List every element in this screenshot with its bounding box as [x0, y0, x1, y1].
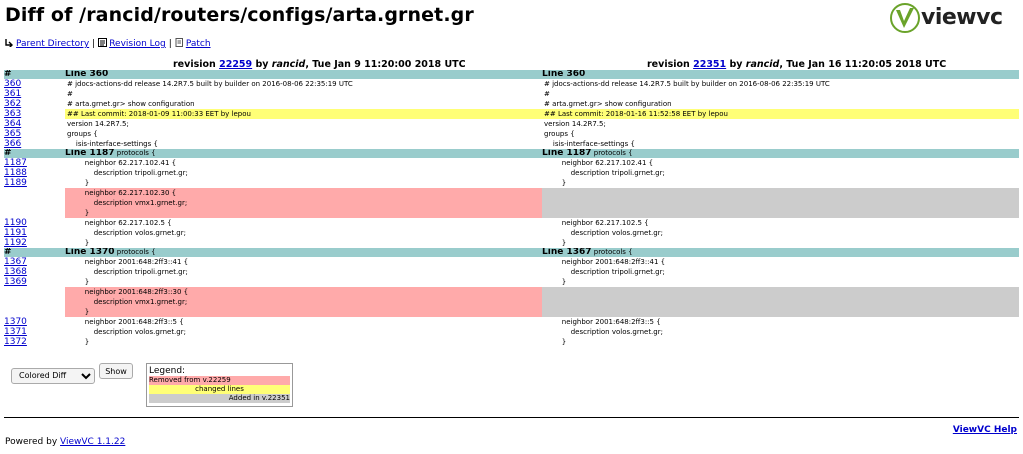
right-code-line: } [544, 179, 567, 187]
section-context: protocols { [593, 149, 633, 157]
revision-log-link[interactable]: Revision Log [109, 39, 166, 49]
left-code-line: neighbor 62.217.102.5 { [67, 219, 172, 227]
diff-table [4, 70, 1019, 347]
left-code-line: } [67, 239, 90, 247]
right-code-line: description tripoli.grnet.gr; [544, 268, 665, 276]
diff-row [4, 267, 1019, 277]
diff-section-header [4, 248, 1019, 257]
diff-row [4, 297, 1019, 307]
line-number-cell [4, 109, 65, 119]
left-code-line: neighbor 2001:648:2ff3::5 { [67, 318, 184, 326]
line-number-link[interactable]: 362 [4, 99, 22, 109]
legend [146, 363, 293, 407]
line-number-cell [4, 317, 65, 327]
section-line-label: Line 1370 [65, 248, 115, 257]
left-code-line: neighbor 62.217.102.30 { [65, 188, 542, 198]
line-number-link[interactable]: 1371 [4, 327, 27, 337]
line-number-link[interactable]: 1368 [4, 267, 27, 277]
left-revision-header [173, 59, 466, 70]
diff-row [4, 337, 1019, 347]
left-code-line: } [67, 278, 90, 286]
left-code-line: description volos.grnet.gr; [67, 229, 186, 237]
left-code-line: } [65, 208, 542, 218]
left-revision-link[interactable]: 22259 [219, 59, 253, 70]
right-code-line: description volos.grnet.gr; [544, 229, 663, 237]
left-code-line: } [67, 338, 90, 346]
line-number-cell [4, 139, 65, 149]
line-number-cell [4, 119, 65, 129]
revision-date: , Tue Jan 16 11:20:05 2018 UTC [779, 59, 947, 70]
line-number-cell [4, 89, 65, 99]
left-code-line: neighbor 62.217.102.41 { [67, 159, 177, 167]
line-number-cell [4, 158, 65, 168]
right-code-line: neighbor 62.217.102.41 { [544, 159, 654, 167]
line-number-cell [4, 327, 65, 337]
right-code-line: description tripoli.grnet.gr; [544, 169, 665, 177]
powered-by-label: Powered by [5, 437, 58, 447]
line-number-cell [4, 168, 65, 178]
section-line-label: Line 1367 [542, 248, 592, 257]
line-number-link[interactable]: 363 [4, 109, 22, 119]
line-number-cell [4, 257, 65, 267]
left-code-line: version 14.2R7.5; [67, 120, 129, 128]
diff-row [4, 168, 1019, 178]
left-code-line: # jdocs-actions-dd release 14.2R7.5 built by builder on 2016-08-06 22:35:19 UTC [67, 80, 353, 88]
revision-by: by [729, 59, 743, 70]
line-number-link[interactable]: 1191 [4, 228, 27, 238]
diff-row [4, 277, 1019, 287]
right-code-line: neighbor 62.217.102.5 { [544, 219, 649, 227]
section-hash: # [4, 70, 65, 79]
left-code-line: } [65, 307, 542, 317]
left-code-line: # [67, 90, 73, 98]
revision-prefix: revision [647, 59, 690, 70]
diff-row [4, 257, 1019, 267]
diff-row [4, 129, 1019, 139]
line-number-cell [4, 208, 65, 218]
legend-added: Added in v.22351 [149, 394, 290, 403]
line-number-cell [4, 277, 65, 287]
diff-row [4, 238, 1019, 248]
navigation-links [5, 38, 211, 49]
left-code-line: neighbor 2001:648:2ff3::30 { [65, 287, 542, 297]
left-section-title [65, 149, 542, 158]
left-code-line: description tripoli.grnet.gr; [67, 169, 188, 177]
left-code-line: description volos.grnet.gr; [67, 328, 186, 336]
right-code-line [542, 297, 1019, 307]
section-line-label: Line 1187 [65, 149, 115, 158]
right-code-line: groups { [544, 130, 575, 138]
diff-controls [11, 363, 127, 384]
left-code-line: isis-interface-settings { [67, 140, 158, 148]
legend-changed: changed lines [149, 385, 290, 394]
revision-date: , Tue Jan 9 11:20:00 2018 UTC [305, 59, 466, 70]
line-number-link[interactable]: 1367 [4, 257, 27, 267]
revision-author: rancid [745, 59, 780, 70]
line-number-cell [4, 337, 65, 347]
right-code-line [542, 198, 1019, 208]
left-code-line: } [67, 179, 90, 187]
left-code-line: # arta.grnet.gr> show configuration [67, 100, 195, 108]
right-code-line [542, 188, 1019, 198]
diff-row [4, 178, 1019, 188]
diff-row [4, 89, 1019, 99]
parent-directory-link[interactable]: Parent Directory [16, 39, 90, 49]
line-number-cell [4, 267, 65, 277]
left-code-line: description vmx1.grnet.gr; [65, 198, 542, 208]
patch-icon [175, 38, 184, 47]
line-number-cell [4, 188, 65, 198]
diff-row [4, 307, 1019, 317]
line-number-cell [4, 287, 65, 297]
diff-row [4, 79, 1019, 89]
line-number-cell [4, 129, 65, 139]
line-number-cell [4, 238, 65, 248]
right-code-line: # [544, 90, 550, 98]
line-number-link[interactable]: 1372 [4, 337, 27, 347]
footer-divider [4, 417, 1019, 418]
viewvc-help-link[interactable]: ViewVC Help [952, 425, 1017, 435]
line-number-cell [4, 228, 65, 238]
diff-row [4, 218, 1019, 228]
line-number-link[interactable]: 361 [4, 89, 22, 99]
line-number-link[interactable]: 1189 [4, 178, 27, 188]
right-section-title [542, 248, 1019, 257]
revision-by: by [255, 59, 269, 70]
nav-separator: | [168, 39, 172, 49]
right-code-line: description volos.grnet.gr; [544, 328, 663, 336]
line-number-cell [4, 99, 65, 109]
powered-by [5, 437, 125, 447]
line-number-link[interactable]: 1370 [4, 317, 27, 327]
line-number-cell [4, 198, 65, 208]
diff-row [4, 327, 1019, 337]
parent-directory-icon [5, 38, 14, 47]
section-context: protocols { [116, 149, 156, 157]
right-code-line: version 14.2R7.5; [544, 120, 606, 128]
right-code-line [542, 287, 1019, 297]
right-code-line: neighbor 2001:648:2ff3::41 { [544, 258, 666, 266]
line-number-link[interactable]: 366 [4, 139, 22, 149]
viewvc-version-link[interactable]: ViewVC 1.1.22 [60, 437, 126, 447]
right-code-line: # arta.grnet.gr> show configuration [544, 100, 672, 108]
section-line-label: Line 360 [542, 70, 586, 79]
nav-separator: | [92, 39, 96, 49]
legend-title: Legend: [149, 366, 186, 376]
right-code-line: isis-interface-settings { [544, 140, 635, 148]
page-title: Diff of /rancid/routers/configs/arta.grnet.gr [5, 4, 474, 26]
section-context: protocols { [593, 248, 633, 256]
line-number-link[interactable]: 364 [4, 119, 22, 129]
line-number-link[interactable]: 1369 [4, 277, 27, 287]
diff-row [4, 109, 1019, 119]
show-button[interactable]: Show [99, 363, 133, 379]
right-code-line [542, 307, 1019, 317]
right-code-line: } [544, 338, 567, 346]
patch-link[interactable]: Patch [185, 39, 211, 49]
section-context: protocols { [116, 248, 156, 256]
revision-log-icon [98, 38, 107, 47]
left-section-title [65, 70, 542, 79]
revision-author: rancid [271, 59, 306, 70]
right-code-line: # jdocs-actions-dd release 14.2R7.5 built by builder on 2016-08-06 22:35:19 UTC [544, 80, 830, 88]
diff-section-header [4, 149, 1019, 158]
section-line-label: Line 360 [65, 70, 109, 79]
left-code-line: neighbor 2001:648:2ff3::41 { [67, 258, 189, 266]
line-number-cell [4, 178, 65, 188]
section-hash: # [4, 149, 65, 158]
line-number-cell [4, 307, 65, 317]
line-number-link[interactable]: 1190 [4, 218, 27, 228]
diff-row [4, 287, 1019, 297]
viewvc-logo-text: viewvc [921, 5, 1003, 30]
right-code-line [542, 208, 1019, 218]
right-code-line: ## Last commit: 2018-01-16 11:52:58 EET by lepou [542, 109, 1019, 119]
line-number-cell [4, 79, 65, 89]
right-code-line: neighbor 2001:648:2ff3::5 { [544, 318, 661, 326]
left-section-title [65, 248, 542, 257]
right-code-line: } [544, 278, 567, 286]
line-number-cell [4, 218, 65, 228]
right-code-line: } [544, 239, 567, 247]
left-code-line: description vmx1.grnet.gr; [65, 297, 542, 307]
line-number-link[interactable]: 360 [4, 79, 22, 89]
diff-row [4, 198, 1019, 208]
legend-removed: Removed from v.22259 [149, 376, 290, 385]
diff-row [4, 317, 1019, 327]
diff-row [4, 228, 1019, 238]
left-code-line: description tripoli.grnet.gr; [67, 268, 188, 276]
line-number-link[interactable]: 365 [4, 129, 22, 139]
left-code-line: groups { [67, 130, 98, 138]
diff-row [4, 139, 1019, 149]
right-revision-header [647, 59, 946, 70]
diff-row [4, 158, 1019, 168]
section-line-label: Line 1187 [542, 149, 592, 158]
diff-row [4, 119, 1019, 129]
right-section-title [542, 149, 1019, 158]
viewvc-logo-icon [889, 2, 921, 34]
right-revision-link[interactable]: 22351 [693, 59, 727, 70]
section-hash: # [4, 248, 65, 257]
left-code-line: ## Last commit: 2018-01-09 11:00:33 EET by lepou [65, 109, 542, 119]
diff-section-header [4, 70, 1019, 79]
diff-format-select[interactable] [11, 368, 95, 384]
right-section-title [542, 70, 1019, 79]
diff-row [4, 188, 1019, 198]
line-number-link[interactable]: 1192 [4, 238, 27, 248]
revision-prefix: revision [173, 59, 216, 70]
line-number-cell [4, 297, 65, 307]
line-number-link[interactable]: 1187 [4, 158, 27, 168]
viewvc-logo[interactable] [889, 2, 1017, 34]
line-number-link[interactable]: 1188 [4, 168, 27, 178]
diff-row [4, 208, 1019, 218]
diff-row [4, 99, 1019, 109]
